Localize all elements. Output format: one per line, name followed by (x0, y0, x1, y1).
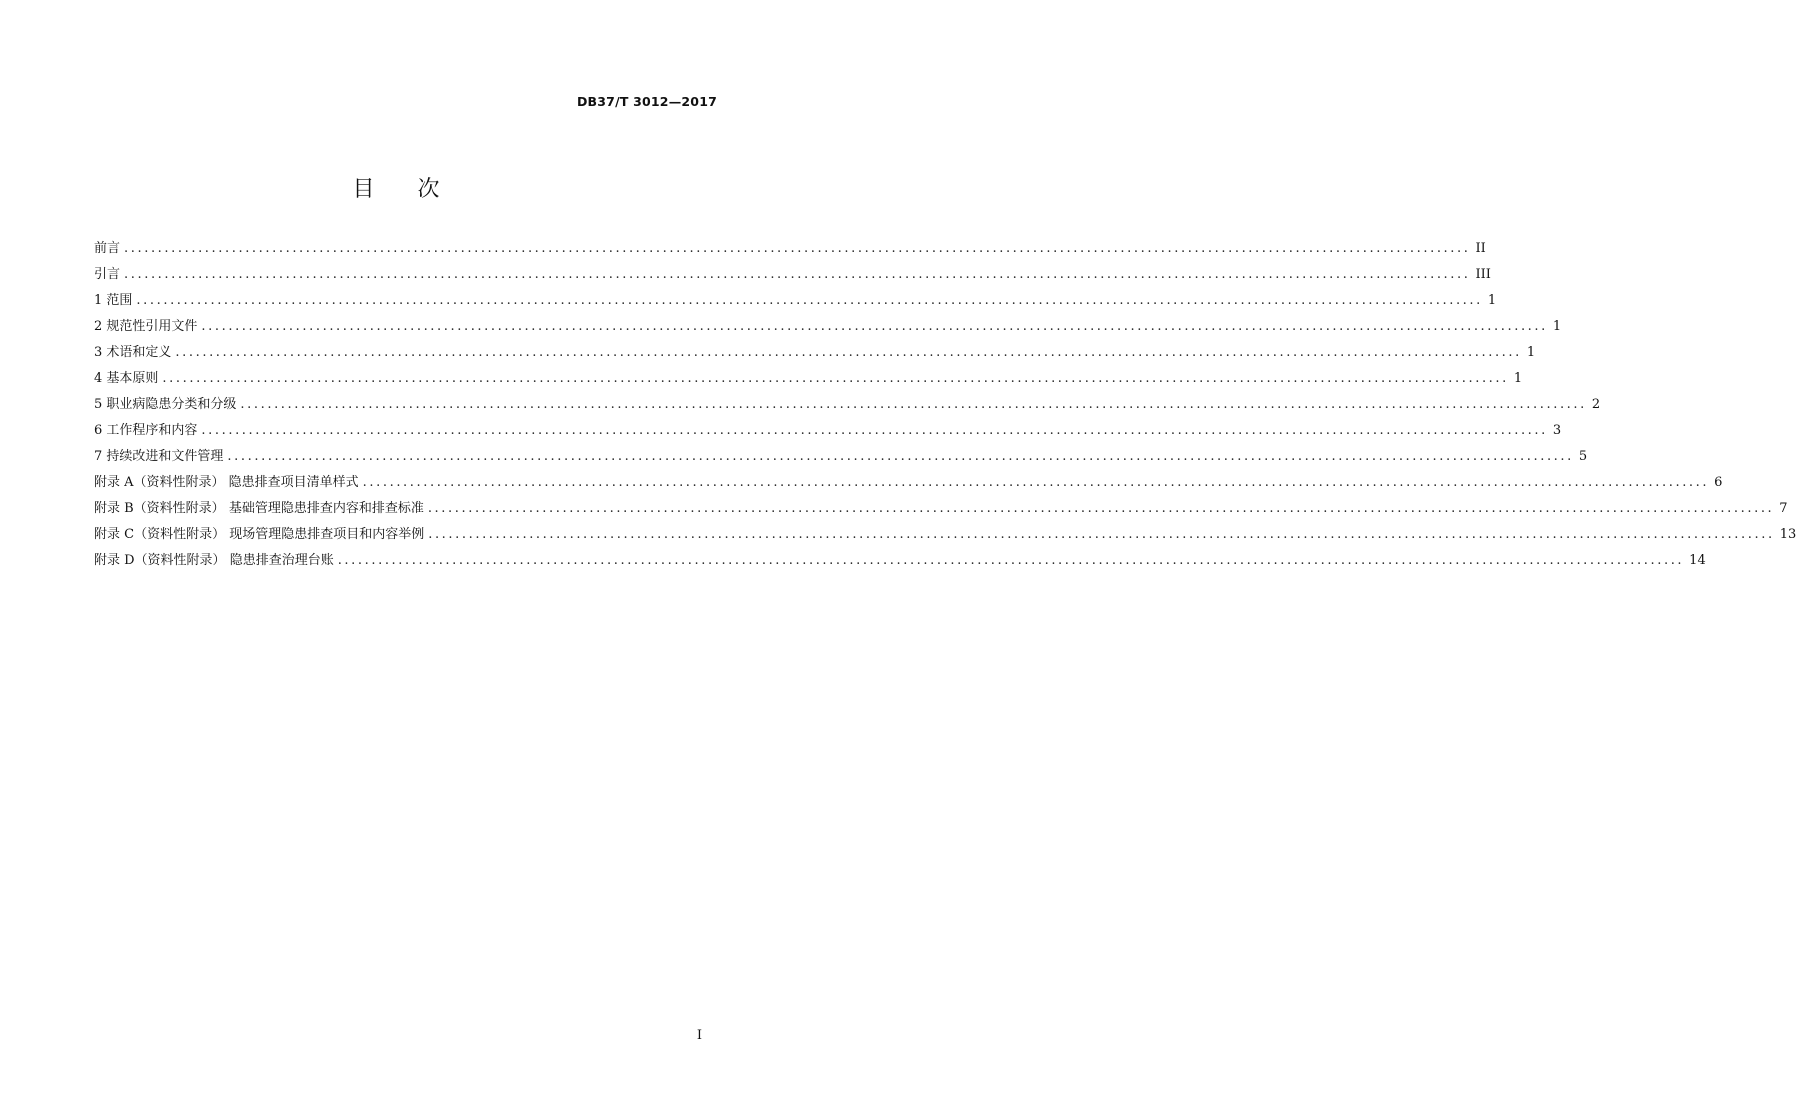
toc-entry-label: 附录 B（资料性附录） 基础管理隐患排查内容和排查标准 (94, 501, 424, 516)
toc-entry-page: 1 (1552, 319, 1562, 334)
toc-entry-page: 2 (1591, 397, 1601, 412)
toc-entry-basic-principles[interactable] (94, 366, 1523, 392)
toc-entry-work-procedure[interactable] (94, 418, 1562, 444)
toc-entry-classification-grading[interactable] (94, 392, 1601, 418)
toc-leader-dots: ........................................................................................................................................................................................................ (362, 475, 1710, 490)
toc-entry-label: 引言 (94, 267, 121, 282)
toc-list (94, 236, 1796, 574)
toc-entry-page: 7 (1779, 501, 1788, 516)
toc-entry-page: II (1475, 241, 1486, 256)
toc-entry-appendix-c[interactable] (94, 522, 1796, 548)
toc-leader-dots: ........................................................................................................................................................................................................ (428, 527, 1775, 542)
toc-entry-label: 4 基本原则 (94, 371, 159, 386)
page-number: I (696, 1028, 702, 1043)
toc-entry-label: 2 规范性引用文件 (94, 319, 198, 334)
toc-entry-page: 5 (1578, 449, 1588, 464)
toc-entry-label: 附录 C（资料性附录） 现场管理隐患排查项目和内容举例 (94, 527, 425, 542)
toc-leader-dots: ........................................................................................................................................................................................................ (201, 319, 1548, 334)
toc-entry-page: 6 (1714, 475, 1723, 490)
toc-entry-page: 1 (1487, 293, 1497, 308)
toc-entry-label: 3 术语和定义 (94, 345, 172, 360)
toc-entry-appendix-b[interactable] (94, 496, 1788, 522)
toc-entry-label: 6 工作程序和内容 (94, 423, 198, 438)
toc-entry-appendix-d[interactable] (94, 548, 1706, 574)
document-code: DB37/T 3012—2017 (576, 94, 717, 109)
toc-entry-normative-references[interactable] (94, 314, 1562, 340)
toc-entry-page: 14 (1689, 553, 1706, 568)
toc-leader-dots: ........................................................................................................................................................................................................ (136, 293, 1483, 308)
toc-entry-page: 13 (1779, 527, 1796, 542)
toc-entry-page: 1 (1526, 345, 1536, 360)
toc-title: 目 次 (352, 177, 458, 202)
toc-entry-introduction[interactable] (94, 262, 1491, 288)
toc-entry-label: 附录 A（资料性附录） 隐患排查项目清单样式 (94, 475, 359, 490)
toc-leader-dots: ........................................................................................................................................................................................................ (124, 241, 1471, 256)
toc-entry-terms-definitions[interactable] (94, 340, 1536, 366)
toc-leader-dots: ........................................................................................................................................................................................................ (162, 371, 1509, 386)
toc-leader-dots: ........................................................................................................................................................................................................ (337, 553, 1685, 568)
toc-leader-dots: ........................................................................................................................................................................................................ (427, 501, 1775, 516)
toc-entry-label: 5 职业病隐患分类和分级 (94, 397, 237, 412)
toc-entry-label: 附录 D（资料性附录） 隐患排查治理台账 (94, 553, 334, 568)
toc-leader-dots: ........................................................................................................................................................................................................ (201, 423, 1548, 438)
toc-leader-dots: ........................................................................................................................................................................................................ (124, 267, 1471, 282)
toc-entry-page: 1 (1513, 371, 1523, 386)
toc-entry-label: 前言 (94, 241, 121, 256)
toc-entry-continuous-improvement[interactable] (94, 444, 1588, 470)
toc-entry-label: 1 范围 (94, 293, 133, 308)
toc-entry-label: 7 持续改进和文件管理 (94, 449, 224, 464)
toc-leader-dots: ........................................................................................................................................................................................................ (240, 397, 1587, 412)
toc-entry-page: 3 (1552, 423, 1562, 438)
toc-leader-dots: ........................................................................................................................................................................................................ (227, 449, 1574, 464)
toc-entry-appendix-a[interactable] (94, 470, 1723, 496)
toc-entry-page: III (1475, 267, 1491, 282)
toc-leader-dots: ........................................................................................................................................................................................................ (175, 345, 1522, 360)
toc-entry-foreword[interactable] (94, 236, 1486, 262)
toc-entry-scope[interactable] (94, 288, 1497, 314)
